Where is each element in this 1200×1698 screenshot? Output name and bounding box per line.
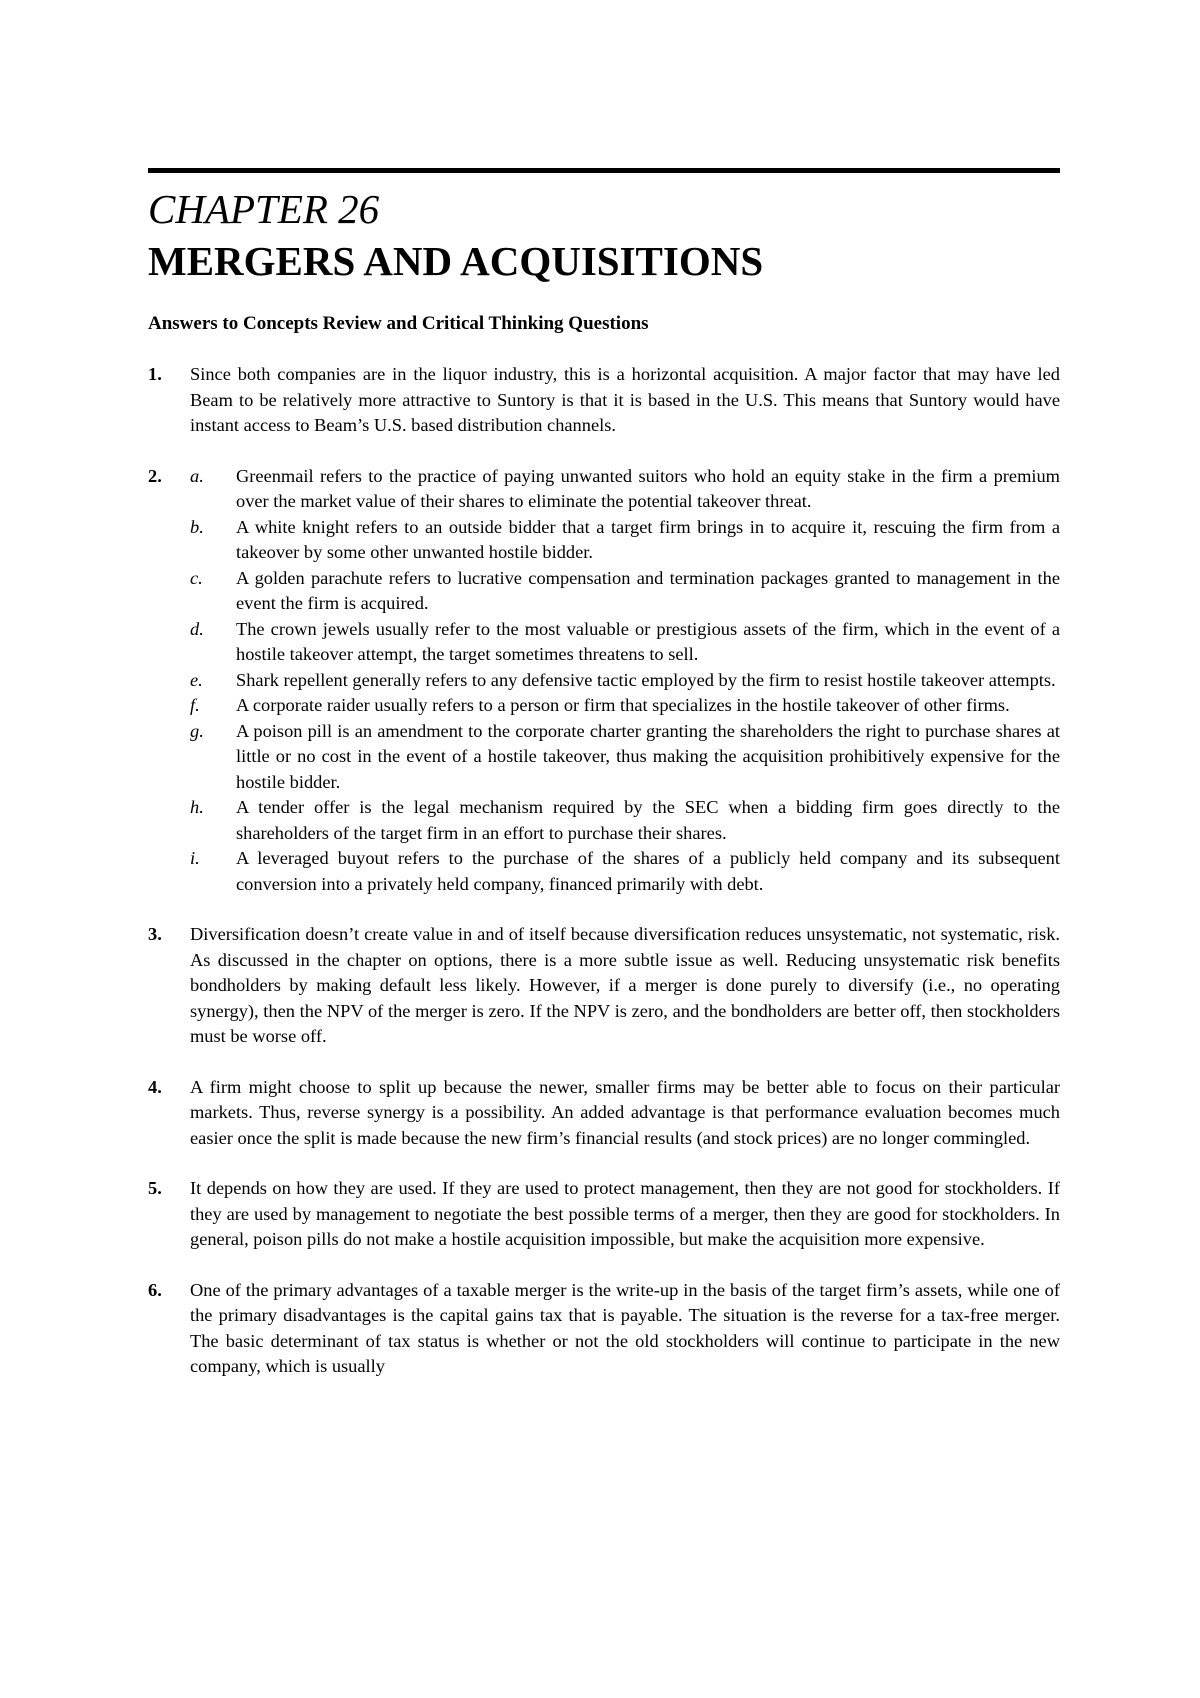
subitem-text: Greenmail refers to the practice of paying unwanted suitors who hold an equity stake in the firm a premium over the market value of their shares to eliminate the potential takeover threat. [236,465,1060,511]
question-number: 6. [148,1279,162,1300]
question-2 [148,464,1060,898]
question-number: 3. [148,924,162,944]
question-number: 4. [148,1076,162,1097]
subitem-text: A golden parachute refers to lucrative compensation and termination packages granted to management in the event the firm is acquired. [236,567,1060,613]
subitem-text: A poison pill is an amendment to the corporate charter granting the shareholders the right to purchase shares at little or no cost in the event of a hostile takeover, thus making the acquisition prohibitively expensive for the hostile bidder. [236,720,1060,792]
subitem-text: Shark repellent generally refers to any defensive tactic employed by the firm to resist hostile takeover attempts. [236,669,1056,690]
answer-text: One of the primary advantages of a taxable merger is the write-up in the basis of the target firm’s assets, while one of the primary disadvantages is the capital gains tax that is payable. The situation is the reverse for a tax-free merger. The basic determinant of tax status is whether or not the old stockholders will continue to participate in the new company, which is usually [190,1279,1060,1376]
subitem-f [190,693,1060,719]
subitem-letter: b. [190,516,204,537]
subitem-text: A white knight refers to an outside bidder that a target firm brings in to acquire it, rescuing the firm from a takeover by some other unwanted hostile bidder. [236,516,1060,562]
answer-text: It depends on how they are used. If they are used to protect management, then they are not good for stockholders. If they are used by management to negotiate the best possible terms of a merger, then they are good for stockholders. In general, poison pills do not make a hostile acquisition impossible, but make the acquisition more expensive. [190,1178,1060,1249]
chapter-number: CHAPTER 26 [148,186,380,232]
subitem-letter: e. [190,669,203,690]
subitem-i [190,846,1060,897]
subitem-letter: i. [190,848,200,868]
question-3 [148,922,1060,1050]
top-rule [148,168,1060,173]
subitem-c [190,566,1060,617]
answer-text: Diversification doesn’t create value in and of itself because diversification reduces unsystematic, not systematic, risk. As discussed in the chapter on options, there is a more subtle issue as well. Reducing unsystematic risk benefits bondholders by making default less likely. However, if a merger is done purely to diversify (i.e., no operating synergy), then the NPV of the merger is zero. If the NPV is zero, and the bondholders are better off, then stockholders must be worse off. [190,924,1060,1046]
subitem-text: A corporate raider usually refers to a person or firm that specializes in the hostile takeover of other firms. [236,695,1010,715]
subitem-letter: f. [190,695,200,715]
subitem-letter: g. [190,720,204,741]
subitem-text: A tender offer is the legal mechanism required by the SEC when a bidding firm goes directly to the shareholders of the target firm in an effort to purchase their shares. [236,797,1060,843]
question-number: 2. [148,465,162,486]
subitem-text: A leveraged buyout refers to the purchase of the shares of a publicly held company and its subsequent conversion into a privately held company, financed primarily with debt. [236,848,1060,894]
section-heading: Answers to Concepts Review and Critical Thinking Questions [148,313,649,334]
question-number: 1. [148,364,162,384]
chapter-title: MERGERS AND ACQUISITIONS [148,238,764,284]
question-1 [148,362,1060,439]
answer-subitems [190,464,1060,898]
answer-text: A firm might choose to split up because the newer, smaller firms may be better able to focus on their particular markets. Thus, reverse synergy is a possibility. An added advantage is that performance evaluation becomes much easier once the split is made because the new firm’s financial results (and stock prices) are no longer commingled. [190,1076,1060,1148]
question-number: 5. [148,1178,162,1198]
subitem-letter: c. [190,567,203,588]
subitem-d [190,617,1060,668]
subitem-text: The crown jewels usually refer to the most valuable or prestigious assets of the firm, which in the event of a hostile takeover attempt, the target sometimes threatens to sell. [236,618,1060,664]
subitem-letter: a. [190,465,204,486]
question-5 [148,1176,1060,1253]
subitem-g [190,719,1060,796]
subitem-h [190,795,1060,846]
question-4 [148,1075,1060,1152]
subitem-letter: h. [190,797,204,817]
question-6 [148,1278,1060,1380]
subitem-a [190,464,1060,515]
document-page [148,168,1060,1380]
subitem-e [190,668,1060,694]
subitem-b [190,515,1060,566]
answer-text: Since both companies are in the liquor industry, this is a horizontal acquisition. A major factor that may have led Beam to be relatively more attractive to Suntory is that it is based in the U.S. This means that Suntory would have instant access to Beam’s U.S. based distribution channels. [190,364,1060,435]
subitem-letter: d. [190,618,204,639]
